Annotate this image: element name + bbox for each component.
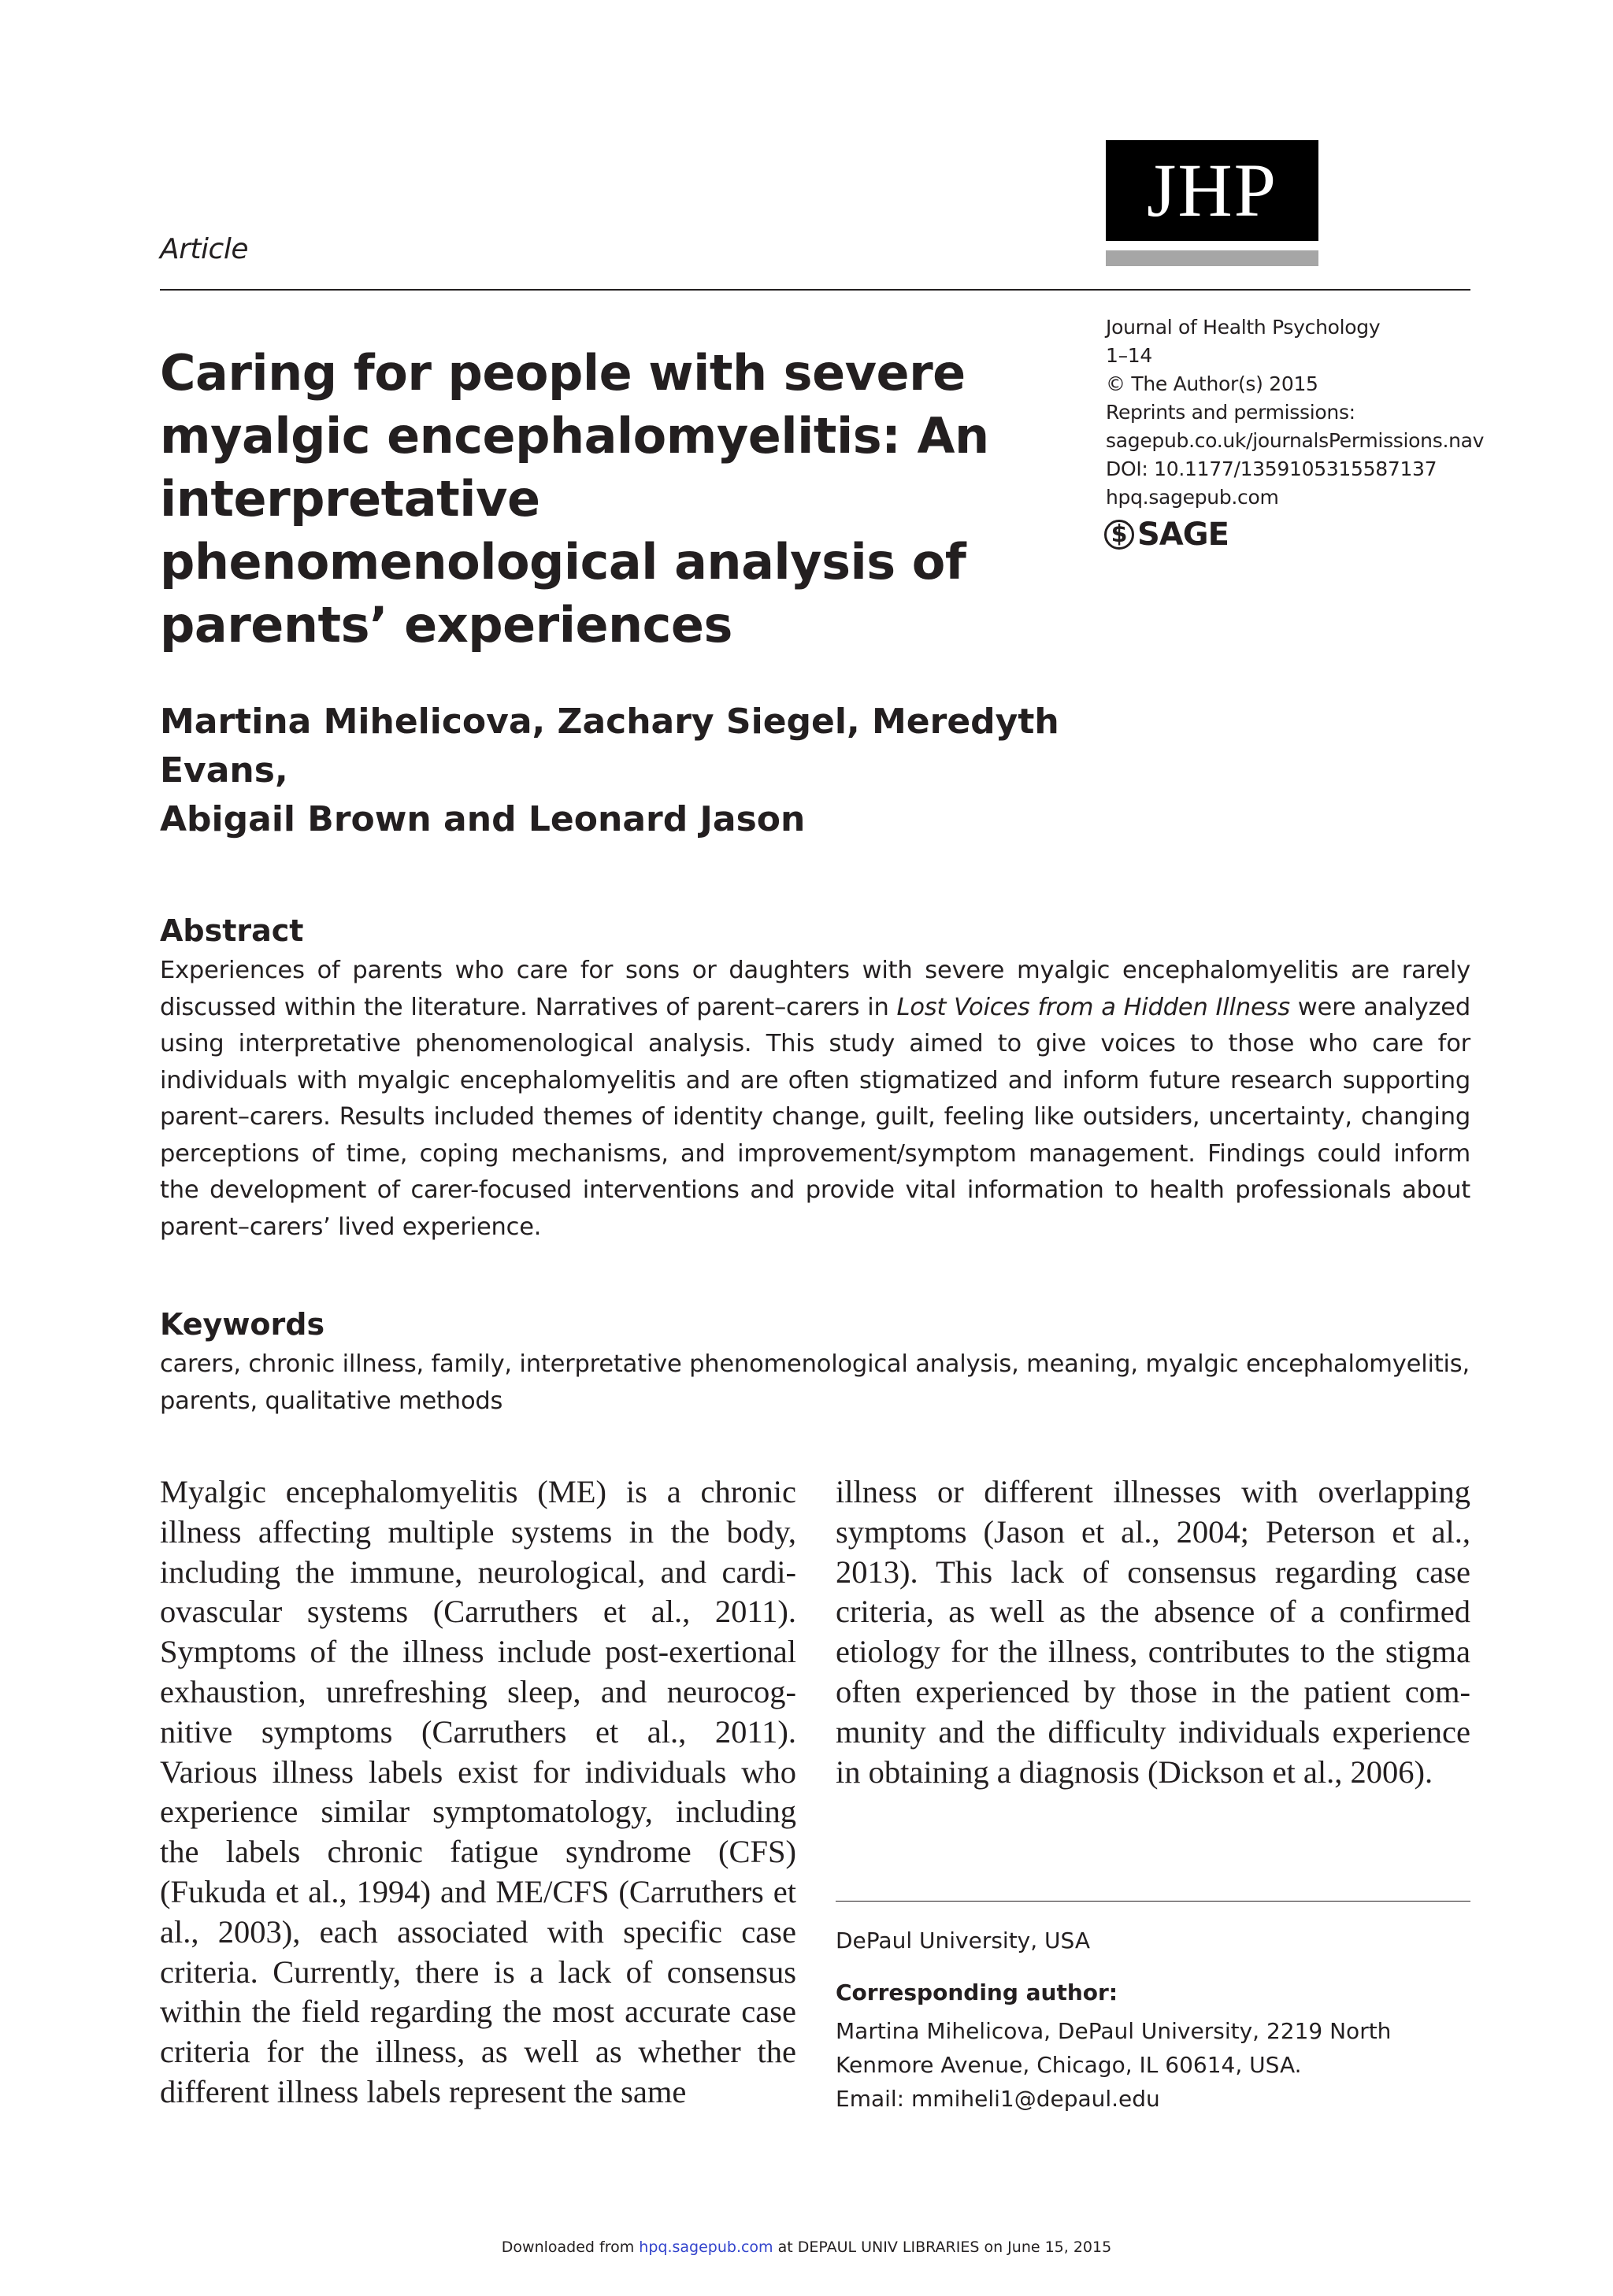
reprints-label: Reprints and permissions: [1106, 401, 1355, 424]
journal-info [1106, 313, 1484, 512]
journal-logo: JHP [1106, 140, 1318, 241]
book-title: Lost Voices from a Hidden Illness [896, 993, 1290, 1021]
copyright: © The Author(s) 2015 [1106, 372, 1318, 395]
abstract-text-part: were analyzed using interpretative phenomenological analysis. This study aimed to give voices to those who care for individuals with myalgic encephalomyelitis and are often stigmatized and inform future research supporting parent–carers. Results included themes of identity change, guilt, feeling like outsiders, uncertainty, changing perceptions of time, coping mechanisms, and improvement/symptom management. Findings could inform the development of carer-focused interventions and provide vital information to health professionals about parent–carers’ lived experience. [160, 993, 1470, 1241]
corresponding-email[interactable]: Email: mmiheli1@depaul.edu [836, 2086, 1160, 2112]
keywords-text: carers, chronic illness, family, interpretative phenomenological analysis, meaning, myalgic encephalomyelitis, parents, qualitative methods [160, 1350, 1470, 1415]
page-range: 1–14 [1106, 344, 1153, 367]
header-rule [160, 289, 1470, 291]
affiliation-rule [836, 1901, 1470, 1902]
article-title: Caring for people with severe myalgic encephalomyelitis: An interpretative phenomenological analysis of parents’ experiences [160, 344, 989, 654]
journal-name: Journal of Health Psychology [1106, 316, 1381, 339]
corresponding-line: Martina Mihelicova, DePaul University, 2219 North [836, 2018, 1392, 2044]
footer-suffix: at DEPAUL UNIV LIBRARIES on June 15, 2015 [773, 2239, 1112, 2256]
corresponding-details [836, 2014, 1470, 2116]
sage-wordmark: SAGE [1137, 517, 1229, 553]
body-column-right: illness or different illnesses with overlapping symptoms (Jason et al., 2004; Peterson et al., 2013). This lack of consensus regarding case criteria, as well as the absence of a confirmed etiology for the illness, contributes to the stigma often experienced by those in the patient community and the difficulty individuals experience in obtaining a diagnosis (Dickson et al., 2006). [836, 1474, 1470, 1790]
abstract-heading: Abstract [160, 913, 304, 948]
footer-link[interactable]: hpq.sagepub.com [639, 2239, 773, 2256]
authors [160, 698, 1184, 844]
journal-logo-bar [1106, 250, 1318, 266]
download-footer [0, 2239, 1613, 2256]
sage-logo [1104, 517, 1229, 553]
sage-s-icon: $ [1104, 520, 1134, 550]
article-type-label: Article [160, 233, 248, 265]
reprints-link[interactable]: sagepub.co.uk/journalsPermissions.nav [1106, 429, 1485, 452]
abstract-text [160, 953, 1470, 1246]
authors-line: Abigail Brown and Leonard Jason [160, 799, 806, 839]
journal-site-link[interactable]: hpq.sagepub.com [1106, 486, 1279, 509]
corresponding-line: Kenmore Avenue, Chicago, IL 60614, USA. [836, 2052, 1302, 2078]
body-column-left: Myalgic encephalomyelitis (ME) is a chronic illness affecting multiple systems in the body, including the immune, neurological, and cardiovascular systems (Carruthers et al., 2011). Symptoms of the illness include post-exertional exhaustion, unrefreshing sleep, and neurocognitive symptoms (Carruthers et al., 2011). Various illness labels exist for individuals who experience similar symptomatology, including the labels chronic fatigue syndrome (CFS) (Fukuda et al., 1994) and ME/CFS (Carruthers et al., 2003), each associated with specific case criteria. Currently, there is a lack of consensus within the field regarding the most accurate case criteria for the illness, as well as whether the different illness labels represent the same [160, 1474, 796, 2109]
keywords-heading: Keywords [160, 1307, 325, 1342]
corresponding-heading: Corresponding author: [836, 1979, 1118, 2005]
doi[interactable]: DOI: 10.1177/1359105315587137 [1106, 457, 1437, 480]
authors-line: Martina Mihelicova, Zachary Siegel, Meredyth Evans, [160, 702, 1059, 791]
abstract-text-part: Experiences of parents who care for sons or daughters with severe myalgic encephalomyelitis are rarely discussed within the literature. Narratives of parent–carers in [160, 957, 1470, 1021]
affiliation: DePaul University, USA [836, 1928, 1090, 1953]
footer-prefix: Downloaded from [501, 2239, 640, 2256]
